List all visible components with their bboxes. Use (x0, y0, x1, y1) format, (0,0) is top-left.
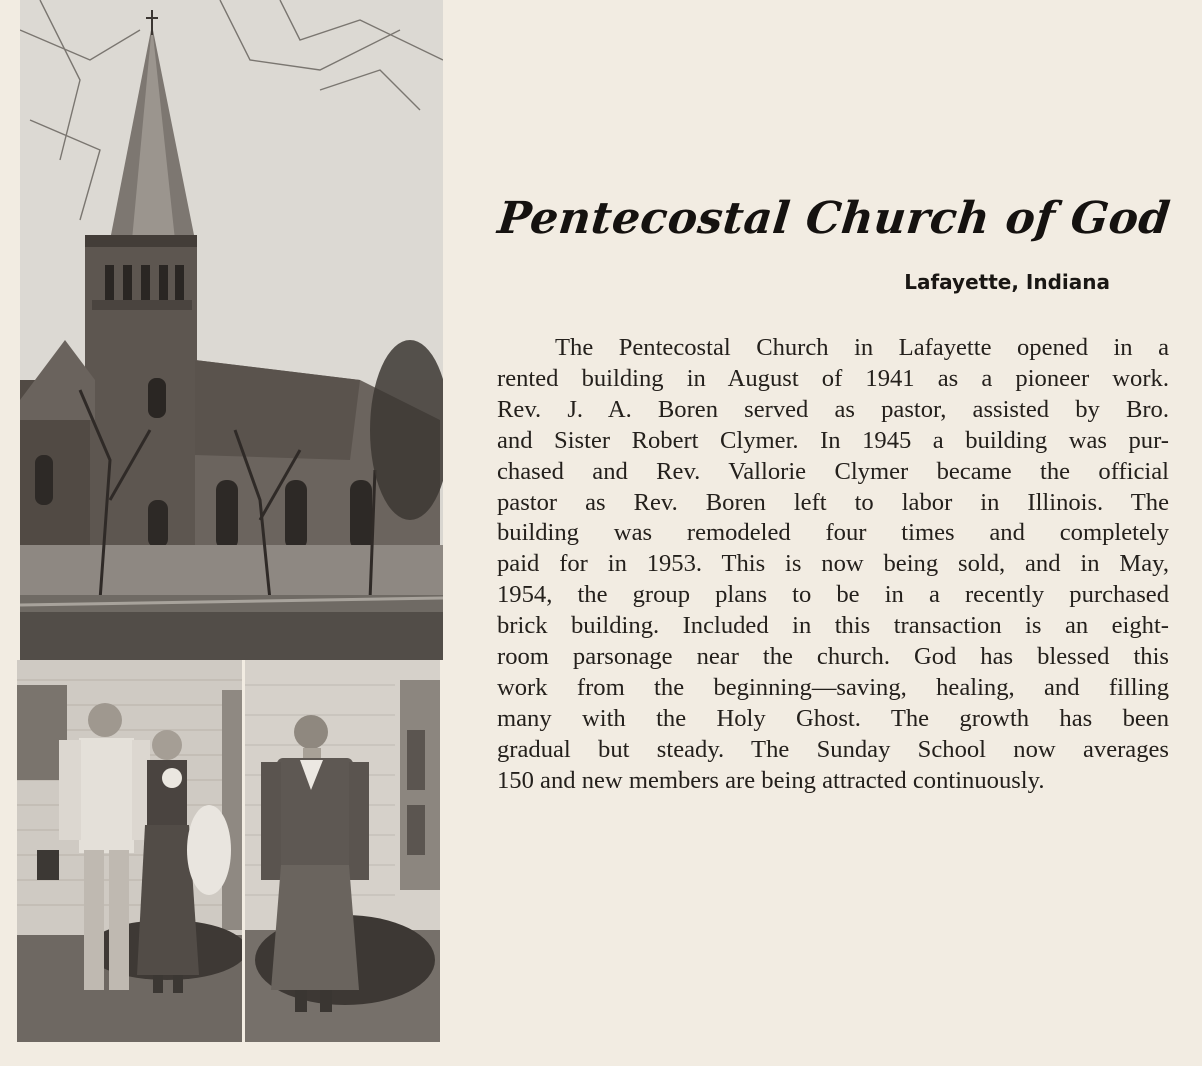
article-title: Pentecostal Church of God (495, 193, 1173, 244)
body-line: room parsonage near the church. God has blessed this (497, 643, 1169, 671)
body-line: chased and Rev. Vallorie Clymer became the official (497, 457, 1169, 485)
body-line: rented building in August of 1941 as a pioneer work. (497, 364, 1169, 392)
body-line: paid for in 1953. This is now being sold, and in May, (497, 550, 1169, 578)
body-line: 150 and new members are being attracted continuously. (497, 766, 1045, 794)
couple-portrait-photo (17, 660, 242, 1042)
body-line: 1954, the group plans to be in a recently purchased (497, 581, 1169, 609)
body-line: pastor as Rev. Boren left to labor in Illinois. The (497, 488, 1169, 516)
article-body (497, 333, 1169, 797)
church-building-photo (20, 0, 443, 660)
body-line: Rev. J. A. Boren served as pastor, assisted by Bro. (497, 395, 1169, 423)
body-line: building was remodeled four times and completely (497, 519, 1169, 547)
article-location: Lafayette, Indiana (904, 270, 1110, 294)
body-line: brick building. Included in this transaction is an eight- (497, 612, 1169, 640)
body-line: gradual but steady. The Sunday School now averages (497, 735, 1169, 763)
body-line: and Sister Robert Clymer. In 1945 a building was pur- (497, 426, 1169, 454)
body-line: The Pentecostal Church in Lafayette opened in a (555, 334, 1169, 361)
woman-portrait-photo (245, 660, 440, 1042)
body-line: work from the beginning—saving, healing, and filling (497, 673, 1169, 701)
body-line: many with the Holy Ghost. The growth has been (497, 704, 1169, 732)
